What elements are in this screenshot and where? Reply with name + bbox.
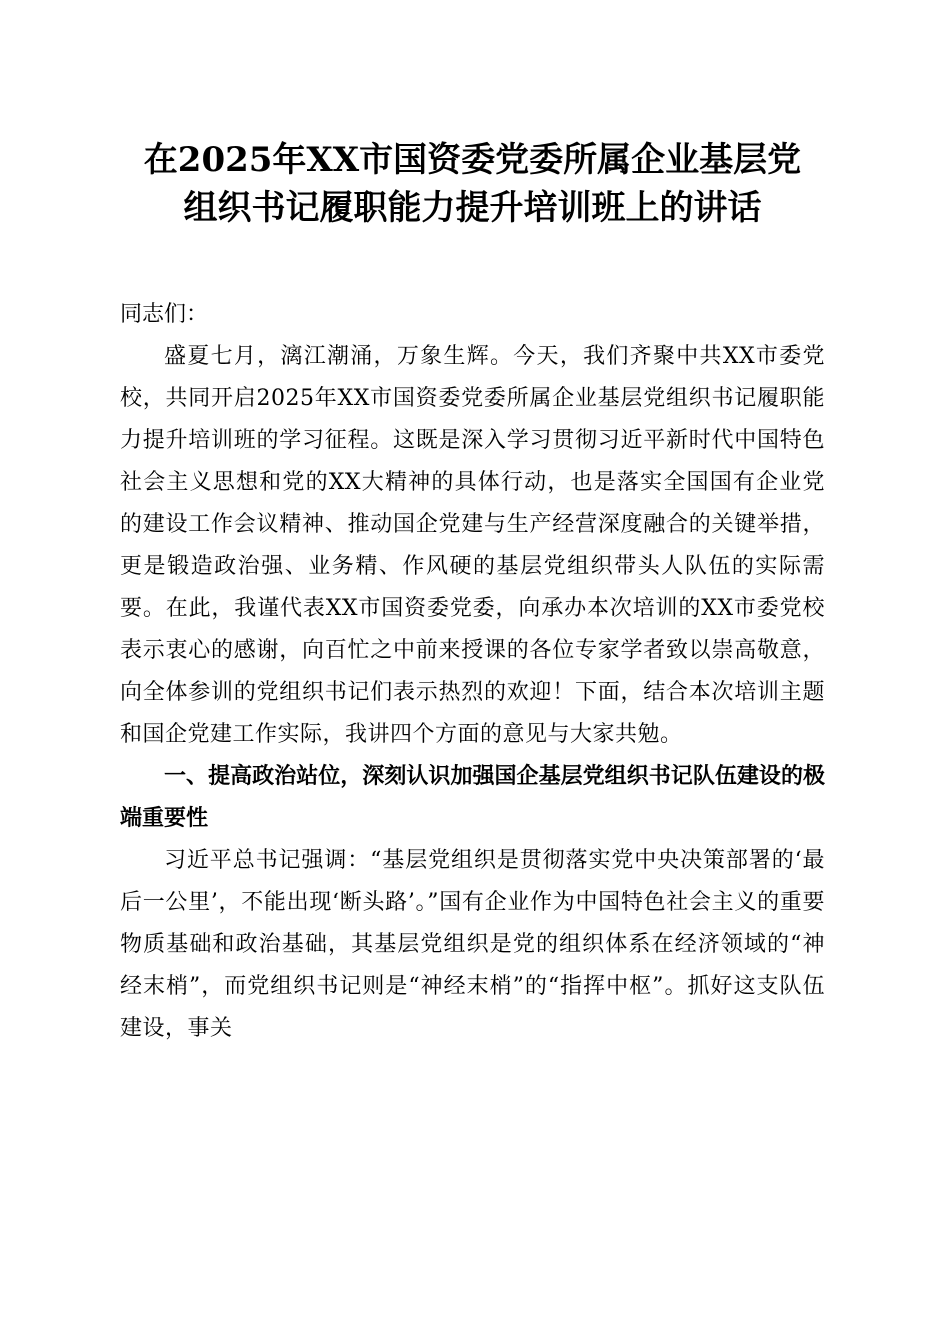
document-body xyxy=(120,136,825,1050)
section-1-paragraph: 习近平总书记强调：“基层党组织是贯彻落实党中央决策部署的‘最后一公里’，不能出现‘断头路’。”国有企业作为中国特色社会主义的重要物质基础和政治基础，其基层党组织是党的组织体系在经济领域的“神经末梢”，而党组织书记则是“神经末梢”的“指挥中枢”。抓好这支队伍建设，事关 xyxy=(120,848,825,1041)
opening-paragraph: 盛夏七月，漓江潮涌，万象生辉。今天，我们齐聚中共XX市委党校，共同开启2025年XX市国资委党委所属企业基层党组织书记履职能力提升培训班的学习征程。这既是深入学习贯彻习近平新时代中国特色社会主义思想和党的XX大精神的具体行动，也是落实全国国有企业党的建设工作会议精神、推动国企党建与生产经营深度融合的关键举措，更是锻造政治强、业务精、作风硬的基层党组织带头人队伍的实际需要。在此，我谨代表XX市国资委党委，向承办本次培训的XX市委党校表示衷心的感谢，向百忙之中前来授课的各位专家学者致以崇高敬意，向全体参训的党组织书记们表示热烈的欢迎！下面，结合本次培训主题和国企党建工作实际，我讲四个方面的意见与大家共勉。 xyxy=(120,344,825,747)
salutation: 同志们： xyxy=(120,302,209,327)
title-line-2: 组织书记履职能力提升培训班上的讲话 xyxy=(183,188,762,228)
document-title xyxy=(120,136,825,232)
title-line-1: 在2025年XX市国资委党委所属企业基层党 xyxy=(143,140,802,180)
section-heading-1: 一、提高政治站位，深刻认识加强国企基层党组织书记队伍建设的极端重要性 xyxy=(120,764,825,831)
